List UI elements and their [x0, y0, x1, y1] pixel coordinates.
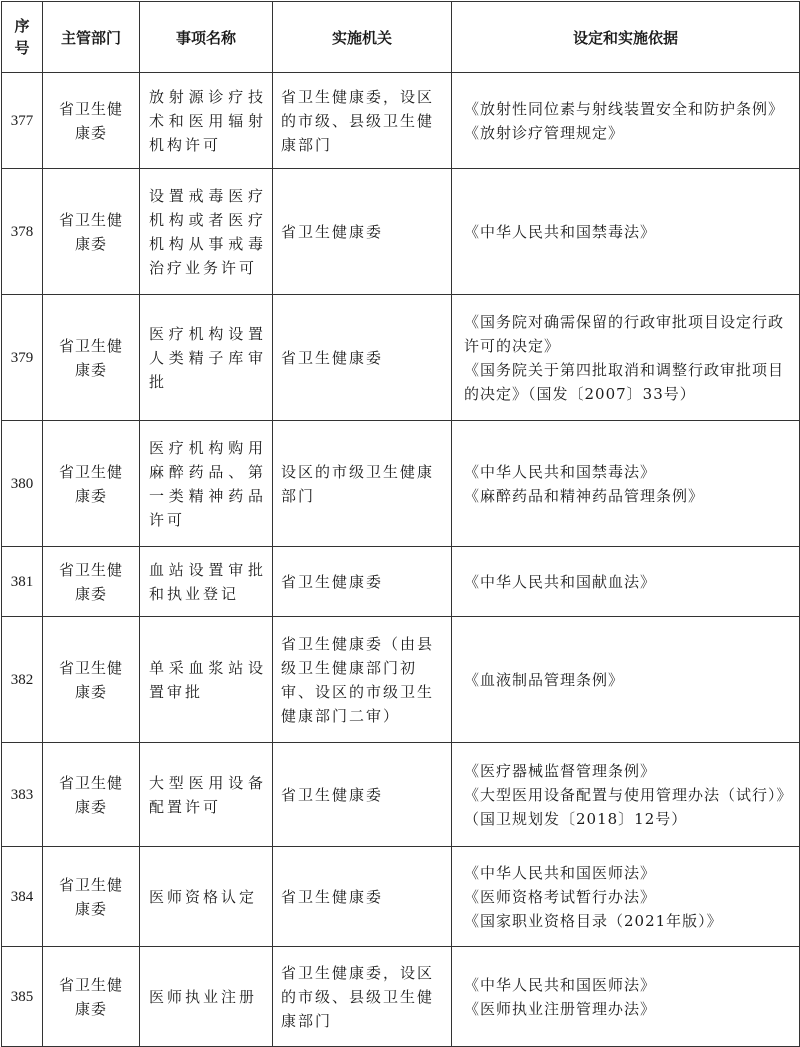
admin-license-table — [1, 1, 800, 1047]
row-department: 省卫生健康委 — [43, 743, 140, 847]
row-legal-basis — [452, 847, 800, 947]
row-serial-number: 380 — [2, 421, 43, 547]
row-item-name: 血站设置审批和执业登记 — [140, 547, 273, 617]
table-row — [2, 617, 800, 743]
legal-basis-entry: 《医师执业注册管理办法》 — [464, 999, 657, 1018]
row-legal-basis — [452, 295, 800, 421]
header-legal-basis: 设定和实施依据 — [452, 2, 800, 73]
row-implementing-org: 省卫生健康委（由县级卫生健康部门初审、设区的市级卫生健康部门二审） — [273, 617, 452, 743]
row-implementing-org: 省卫生健康委，设区的市级、县级卫生健康部门 — [273, 73, 452, 169]
header-item-name: 事项名称 — [140, 2, 273, 73]
row-item-name: 医疗机构设置人类精子库审批 — [140, 295, 273, 421]
table-row — [2, 73, 800, 169]
table-row — [2, 743, 800, 847]
row-implementing-org: 省卫生健康委 — [273, 169, 452, 295]
row-legal-basis — [452, 421, 800, 547]
header-serial-number — [2, 2, 43, 73]
row-legal-basis — [452, 169, 800, 295]
row-serial-number: 382 — [2, 617, 43, 743]
legal-basis-entry: 《中华人民共和国医师法》 — [464, 975, 657, 994]
row-item-name: 大型医用设备配置许可 — [140, 743, 273, 847]
row-legal-basis — [452, 743, 800, 847]
row-legal-basis — [452, 73, 800, 169]
legal-basis-entry: 《国务院对确需保留的行政审批项目设定行政许可的决定》 — [464, 312, 785, 355]
table-row — [2, 295, 800, 421]
row-implementing-org: 设区的市级卫生健康部门 — [273, 421, 452, 547]
row-serial-number: 381 — [2, 547, 43, 617]
table-row — [2, 547, 800, 617]
row-item-name: 放射源诊疗技术和医用辐射机构许可 — [140, 73, 273, 169]
row-item-name: 医师资格认定 — [140, 847, 273, 947]
legal-basis-entry: 《放射性同位素与射线装置安全和防护条例》 — [464, 99, 785, 118]
row-implementing-org: 省卫生健康委 — [273, 295, 452, 421]
row-item-name: 设置戒毒医疗机构或者医疗机构从事戒毒治疗业务许可 — [140, 169, 273, 295]
row-item-name: 单采血浆站设置审批 — [140, 617, 273, 743]
row-serial-number: 383 — [2, 743, 43, 847]
header-department: 主管部门 — [43, 2, 140, 73]
legal-basis-entry: 《医疗器械监督管理条例》 — [464, 761, 657, 780]
row-department: 省卫生健康委 — [43, 847, 140, 947]
row-serial-number: 379 — [2, 295, 43, 421]
table-row — [2, 847, 800, 947]
legal-basis-entry: 《放射诊疗管理规定》 — [464, 123, 625, 142]
row-department: 省卫生健康委 — [43, 947, 140, 1047]
legal-basis-entry: 《医师资格考试暂行办法》 — [464, 887, 657, 906]
header-serial-char-1: 序 — [14, 17, 30, 35]
row-legal-basis — [452, 547, 800, 617]
legal-basis-entry: 《中华人民共和国禁毒法》 — [464, 222, 657, 241]
table-row — [2, 169, 800, 295]
row-implementing-org: 省卫生健康委 — [273, 847, 452, 947]
row-department: 省卫生健康委 — [43, 617, 140, 743]
header-serial-char-2: 号 — [14, 39, 30, 57]
row-implementing-org: 省卫生健康委 — [273, 547, 452, 617]
row-legal-basis — [452, 947, 800, 1047]
row-department: 省卫生健康委 — [43, 73, 140, 169]
legal-basis-entry: 《血液制品管理条例》 — [464, 670, 625, 689]
row-serial-number: 385 — [2, 947, 43, 1047]
legal-basis-entry: 《国家职业资格目录（2021年版）》 — [464, 911, 723, 930]
row-serial-number: 384 — [2, 847, 43, 947]
legal-basis-entry: 《国务院关于第四批取消和调整行政审批项目的决定》（国发〔2007〕33号） — [464, 360, 785, 403]
legal-basis-entry: 《麻醉药品和精神药品管理条例》 — [464, 486, 705, 505]
row-serial-number: 377 — [2, 73, 43, 169]
row-department: 省卫生健康委 — [43, 169, 140, 295]
header-implementing-org: 实施机关 — [273, 2, 452, 73]
row-department: 省卫生健康委 — [43, 547, 140, 617]
legal-basis-entry: 《中华人民共和国献血法》 — [464, 572, 657, 591]
legal-basis-entry: 《中华人民共和国医师法》 — [464, 863, 657, 882]
row-item-name: 医师执业注册 — [140, 947, 273, 1047]
row-serial-number: 378 — [2, 169, 43, 295]
row-department: 省卫生健康委 — [43, 295, 140, 421]
table-header-row — [2, 2, 800, 73]
legal-basis-entry: 《大型医用设备配置与使用管理办法（试行）》（国卫规划发〔2018〕12号） — [464, 785, 793, 828]
row-legal-basis — [452, 617, 800, 743]
table-row — [2, 947, 800, 1047]
table-row — [2, 421, 800, 547]
legal-basis-entry: 《中华人民共和国禁毒法》 — [464, 462, 657, 481]
row-department: 省卫生健康委 — [43, 421, 140, 547]
row-implementing-org: 省卫生健康委 — [273, 743, 452, 847]
row-item-name: 医疗机构购用麻醉药品、第一类精神药品许可 — [140, 421, 273, 547]
row-implementing-org: 省卫生健康委，设区的市级、县级卫生健康部门 — [273, 947, 452, 1047]
table-body — [2, 73, 800, 1047]
